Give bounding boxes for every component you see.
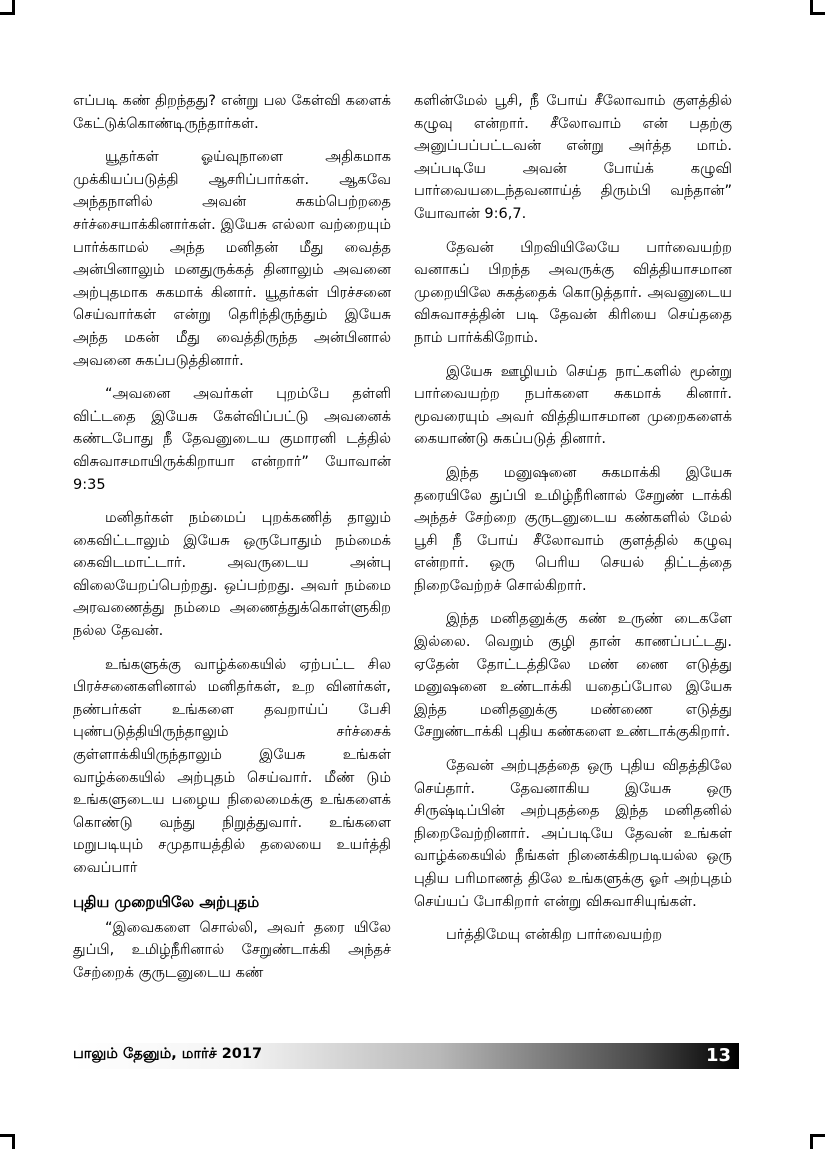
paragraph: எப்படி கண் திறந்தது? என்று பல கேள்வி களைக் கேட்டுக்கொண்டிருந்தார்கள். xyxy=(73,93,391,132)
left-column xyxy=(73,90,391,995)
magazine-issue: பாலும் தேனும், மார்ச் 2017 xyxy=(73,1046,263,1062)
crop-mark-bottom-left xyxy=(0,1134,15,1149)
paragraph: யூதர்கள் ஓய்வுநாளை அதிகமாக முக்கியப்படுத்தி ஆசரிப்பார்கள். ஆகவே அந்தநாளில் அவன் சுகம்பெற்றதை சர்ச்சையாக்கினார்கள். இயேசு எல்லா வற்றையும் பார்க்காமல் அந்த மனிதன் மீது வைத்த அன்பினாலும் மனதுருக்கத் தினாலும் அவனை அற்புதமாக சுகமாக் கினார். யூதர்கள் பிரச்சனை செய்வார்கள் என்று தெரிந்திருந்தும் இயேசு அந்த மகன் மீது வைத்திருந்த அன்பினால் அவனை சுகப்படுத்தினார். xyxy=(73,149,391,369)
crop-mark-top-left xyxy=(0,0,15,15)
quote-paragraph: “இவைகளை சொல்லி, அவர் தரை யிலே துப்பி, உமிழ்நீரினால் சேறுண்டாக்கி அந்தச் சேற்றைக் குருடனுடைய கண் xyxy=(73,919,391,981)
paragraph: இந்த மனிதனுக்கு கண் உருண் டைகளே இல்லை. வெறும் குழி தான் காணப்பட்டது. ஏதேன் தோட்டத்திலே மண் ணை எடுத்து மனுஷனை உண்டாக்கி யதைப்போல இயேசு இந்த மனிதனுக்கு மண்ணை எடுத்து சேறுண்டாக்கி புதிய கண்களை உண்டாக்குகிறார். xyxy=(414,611,732,741)
paragraph: தேவன் அற்புதத்தை ஒரு புதிய விதத்திலே செய்தார். தேவனாகிய இயேசு ஒரு சிருஷ்டிப்பின் அற்புதத்தை இந்த மனிதனில் நிறைவேற்றினார். அப்படியே தேவன் உங்கள் வாழ்க்கையில் நீங்கள் நினைக்கிறபடியல்ல ஒரு புதிய பரிமாணத் திலே உங்களுக்கு ஓர் அற்புதம் செய்யப் போகிறார் என்று விசுவாசியுங்கள். xyxy=(414,758,732,910)
crop-mark-top-right xyxy=(810,0,825,15)
paragraph: பர்த்திமேயு என்கிற பார்வையற்ற xyxy=(446,927,663,944)
quote-paragraph: “அவனை அவர்கள் புறம்பே தள்ளி விட்டதை இயேசு கேள்விப்பட்டு அவனைக் கண்டபோது நீ தேவனுடைய குமாரனி டத்தில் விசுவாசமாயிருக்கிறாயா என்றார்” யோவான் 9:35 xyxy=(73,386,391,493)
paragraph: இந்த மனுஷனை சுகமாக்கி இயேசு தரையிலே துப்பி உமிழ்நீரினால் சேறுண் டாக்கி அந்தச் சேற்றை குருடனுடைய கண்களில் மேல் பூசி நீ போய் சீலோவாம் குளத்தில் கழுவு என்றார். ஒரு பெரிய செயல் திட்டத்தை நிறைவேற்றச் சொல்கிறார். xyxy=(414,464,732,594)
paragraph: உங்களுக்கு வாழ்க்கையில் ஏற்பட்ட சில பிரச்சனைகளினால் மனிதர்கள், உற வினர்கள், நண்பர்கள் உங்களை தவறாய்ப் பேசி புண்படுத்தியிருந்தாலும் சர்ச்சைக் குள்ளாக்கியிருந்தாலும் இயேசு உங்கள் வாழ்க்கையில் அற்புதம் செய்வார். மீண் டும் உங்களுடைய பழைய நிலைமைக்கு உங்களைக் கொண்டு வந்து நிறுத்துவார். உங்களை மறுபடியும் சமுதாயத்தில் தலையை உயர்த்தி வைப்பார் xyxy=(73,656,391,876)
page-number: 13 xyxy=(705,1045,731,1066)
right-column xyxy=(414,90,732,958)
paragraph: களின்மேல் பூசி, நீ போய் சீலோவாம் குளத்தில் கழுவு என்றார். சீலோவாம் என் பதற்கு அனுப்பப்பட்டவன் என்று அர்த்த மாம். அப்படியே அவன் போய்க் கழுவி பார்வையடைந்தவனாய்த் திரும்பி வந்தான்” யோவான் 9:6,7. xyxy=(414,93,732,222)
page-footer xyxy=(73,1043,739,1069)
paragraph: இயேசு ஊழியம் செய்த நாட்களில் மூன்று பார்வையற்ற நபர்களை சுகமாக் கினார். மூவரையும் அவர் வித்தியாசமான முறைகளைக் கையாண்டு சுகப்படுத் தினார். xyxy=(414,363,732,448)
paragraph: மனிதர்கள் நம்மைப் புறக்கணித் தாலும் கைவிட்டாலும் இயேசு ஒருபோதும் நம்மைக் கைவிடமாட்டார். அவருடைய அன்பு விலையேறப்பெற்றது. ஒப்பற்றது. அவர் நம்மை அரவணைத்து நம்மை அணைத்துக்கொள்ளுகிற நல்ல தேவன். xyxy=(73,510,391,640)
section-heading: புதிய முறையிலே அற்புதம் xyxy=(73,892,260,911)
crop-mark-bottom-right xyxy=(810,1134,825,1149)
paragraph: தேவன் பிறவியிலேயே பார்வையற்ற வனாகப் பிறந்த அவருக்கு வித்தியாசமான முறையிலே சுகத்தைக் கொடுத்தார். அவனுடைய விசுவாசத்தின் படி தேவன் கிரியை செய்ததை நாம் பார்க்கிறோம். xyxy=(414,239,732,346)
